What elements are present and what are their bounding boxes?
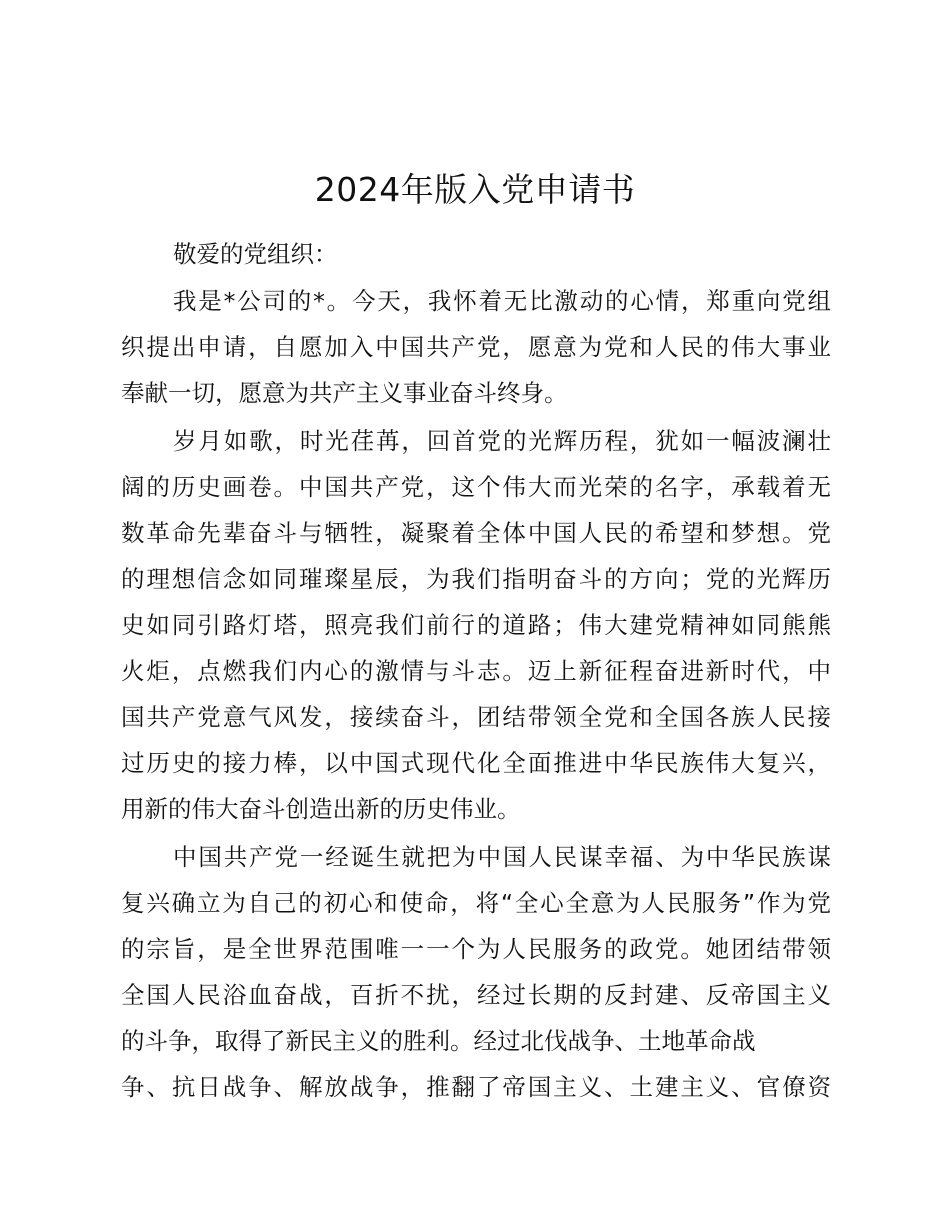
paragraph-line: 数革命先辈奋斗与牺牲，凝聚着全体中国人民的希望和梦想。党: [121, 519, 831, 547]
paragraph-line: 岁月如歌，时光荏苒，回首党的光辉历程，犹如一幅波澜壮: [173, 427, 831, 455]
paragraph-line: 的斗争，取得了新民主义的胜利。经过北伐战争、土地革命战: [121, 1027, 756, 1055]
paragraph-line: 火炬，点燃我们内心的激情与斗志。迈上新征程奋进新时代，中: [121, 657, 831, 685]
paragraph-line: 复兴确立为自己的初心和使命，将“全心全意为人民服务”作为党: [121, 889, 831, 917]
paragraph-line: 用新的伟大奋斗创造出新的历史伟业。: [121, 795, 521, 823]
paragraph-line: 的理想信念如同璀璨星辰，为我们指明奋斗的方向；党的光辉历: [121, 565, 831, 593]
document-body: [121, 230, 831, 1110]
paragraph-3: [121, 834, 831, 1110]
paragraph-line: 国共产党意气风发，接续奋斗，团结带领全党和全国各族人民接: [121, 703, 831, 731]
paragraph-line: 阔的历史画卷。中国共产党，这个伟大而光荣的名字，承载着无: [121, 473, 831, 501]
paragraph-1: [121, 278, 831, 416]
paragraph-line: 史如同引路灯塔，照亮我们前行的道路；伟大建党精神如同熊熊: [121, 611, 831, 639]
paragraph-line: 过历史的接力棒，以中国式现代化全面推进中华民族伟大复兴，: [121, 749, 831, 777]
paragraph-line: 中国共产党一经诞生就把为中国人民谋幸福、为中华民族谋: [173, 843, 831, 871]
paragraph-line: 奉献一切，愿意为共产主义事业奋斗终身。: [121, 379, 568, 407]
paragraph-line: 争、抗日战争、解放战争，推翻了帝国主义、土建主义、官僚资: [121, 1073, 831, 1101]
paragraph-line: 织提出申请，自愿加入中国共产党，愿意为党和人民的伟大事业: [121, 333, 831, 361]
document-title: 2024年版入党申请书: [314, 170, 636, 209]
paragraph-2: [121, 418, 831, 832]
salutation: 敬爱的党组织：: [173, 240, 338, 268]
paragraph-line: 的宗旨，是全世界范围唯一一个为人民服务的政党。她团结带领: [121, 935, 831, 963]
paragraph-line: 我是*公司的*。今天，我怀着无比激动的心情，郑重向党组: [173, 287, 831, 315]
paragraph-line: 全国人民浴血奋战，百折不扰，经过长期的反封建、反帝国主义: [121, 981, 831, 1009]
